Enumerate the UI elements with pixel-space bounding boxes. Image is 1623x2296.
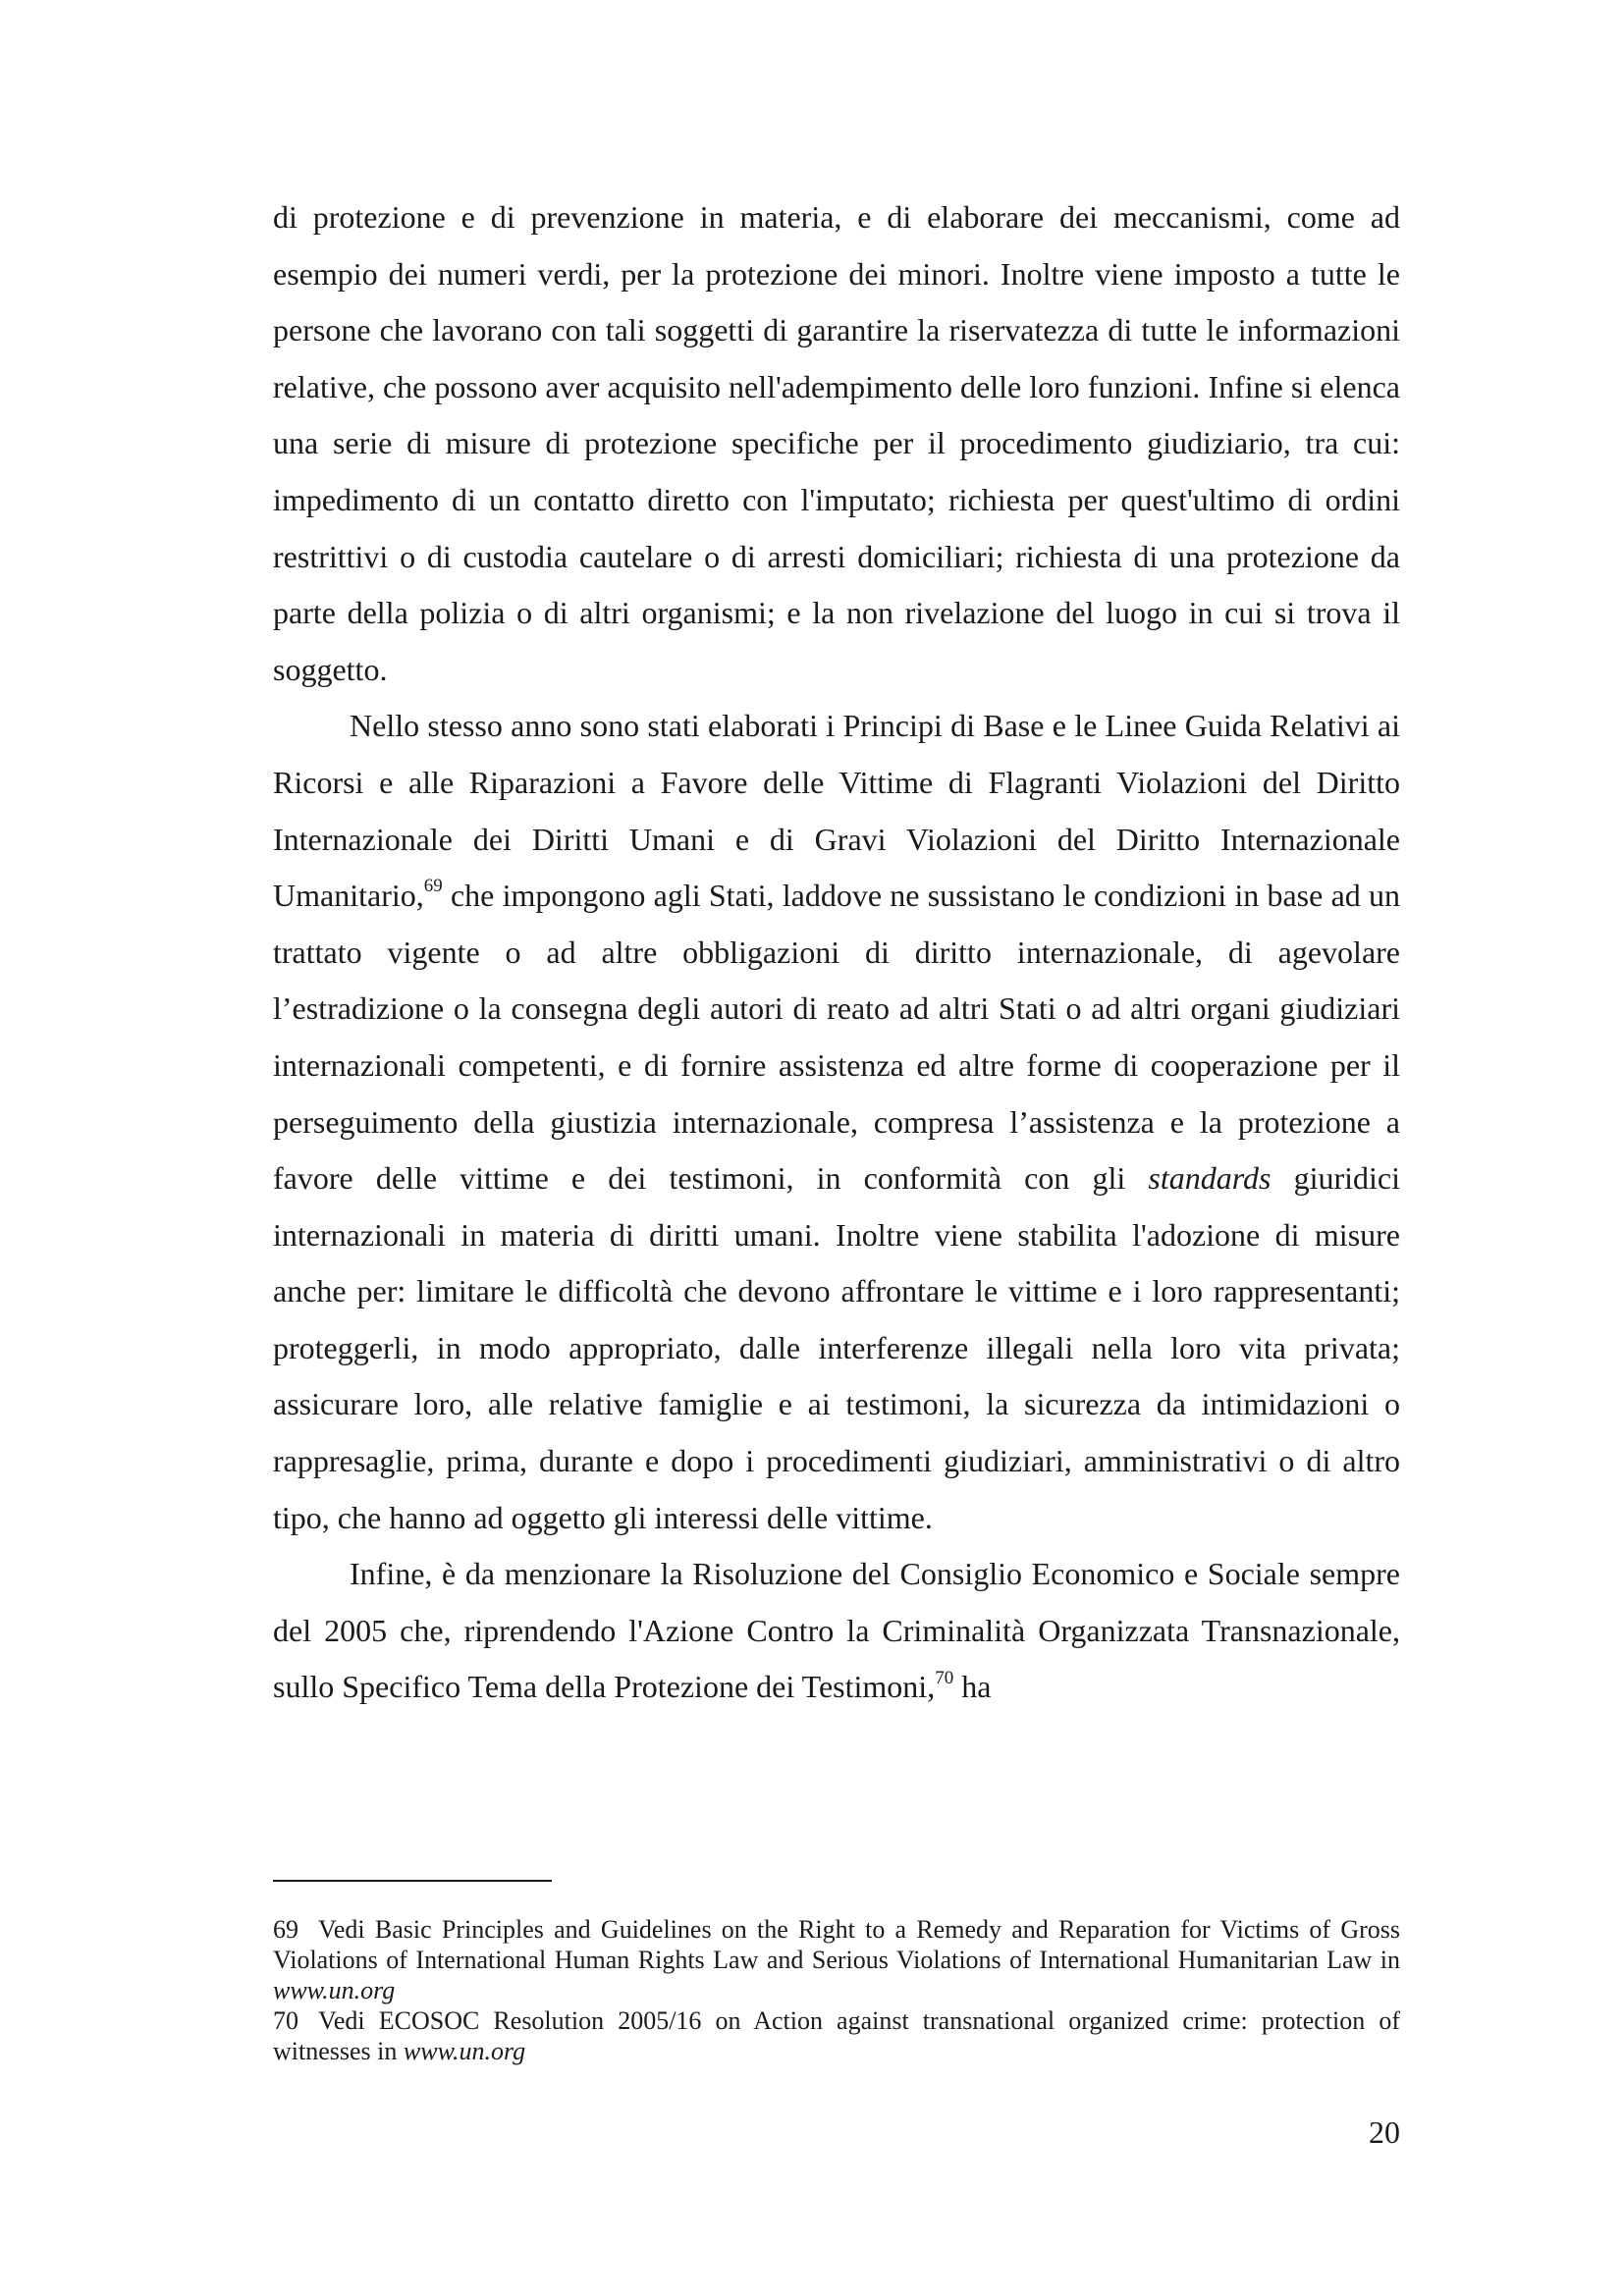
footnote-ref-69[interactable]: 69 [423, 876, 443, 897]
body-text [273, 189, 1400, 1716]
footnote-number: 70 [273, 2006, 298, 2035]
paragraph-2 [273, 698, 1400, 1546]
footnote-text: Vedi Basic Principles and Guidelines on the Right to a Remedy and Reparation for Victims of Gross Violations of International Human Rights Law and Serious Violations of International Humanitarian Law in [273, 1915, 1400, 1974]
paragraph-1 [273, 189, 1400, 698]
page-number: 20 [1369, 2114, 1400, 2150]
paragraph-1-text: di protezione e di prevenzione in materia, e di elaborare dei meccanismi, come ad esempio dei numeri verdi, per la protezione dei minori. Inoltre viene imposto a tutte le persone che lavorano con tali soggetti di garantire la riservatezza di tutte le informazioni relative, che possono aver acquisito nell'adempimento delle loro funzioni. Infine si elenca una serie di misure di protezione specifiche per il procedimento giudiziario, tra cui: impedimento di un contatto diretto con l'imputato; richiesta per quest'ultimo di ordini restrittivi o di custodia cautelare o di arresti domiciliari; richiesta di una protezione da parte della polizia o di altri organismi; e la non rivelazione del luogo in cui si trova il soggetto. [273, 199, 1400, 687]
paragraph-2-text-b: che impongono agli Stati, laddove ne sussistano le condizioni in base ad un trattato vigente o ad altre obbligazioni di diritto internazionale, di agevolare l’estradizione o la consegna degli autori di reato ad altri Stati o ad altri organi giudiziari internazionali competenti, e di fornire assistenza ed altre forme di cooperazione per il perseguimento della giustizia internazionale, compresa l’assistenza e la protezione a favore delle vittime e dei testimoni, in conformità con gli [273, 878, 1400, 1197]
footnote-link[interactable]: www.un.org [273, 1976, 396, 2004]
footnote-number: 69 [273, 1915, 298, 1944]
paragraph-3-text-b: ha [953, 1669, 992, 1705]
paragraph-2-text-c: giuridici internazionali in materia di diritti umani. Inoltre viene stabilita l'adozione di misure anche per: limitare le difficoltà che devono affrontare le vittime e i loro rappresentanti; proteggerli, in modo appropriato, dalle interferenze illegali nella loro vita privata; assicurare loro, alle relative famiglie e ai testimoni, la sicurezza da intimidazioni o rappresaglie, prima, durante e dopo i procedimenti giudiziari, amministrativi o di altro tipo, che hanno ad oggetto gli interessi delle vittime. [273, 1160, 1401, 1535]
footnote-link[interactable]: www.un.org [403, 2037, 526, 2065]
footnotes [273, 1914, 1400, 2066]
paragraph-2-text-a: Nello stesso anno sono stati elaborati i Principi di Base e le Linee Guida Relativi ai Ricorsi e alle Riparazioni a Favore delle Vittime di Flagranti Violazioni del Diritto Internazionale dei Diritti Umani e di Gravi Violazioni del Diritto Internazionale Umanitario, [273, 708, 1400, 914]
paragraph-2-italic-term: standards [1148, 1160, 1271, 1197]
footnote-70 [273, 2005, 1400, 2066]
footnote-separator [273, 1880, 552, 1882]
footnote-ref-70[interactable]: 70 [935, 1667, 954, 1688]
footnote-text: Vedi ECOSOC Resolution 2005/16 on Action against transnational organized crime: protection of witnesses in [273, 2006, 1400, 2065]
paragraph-3-text-a: Infine, è da menzionare la Risoluzione del Consiglio Economico e Sociale sempre del 2005 che, riprendendo l'Azione Contro la Criminalità Organizzata Transnazionale, sullo Specifico Tema della Protezione dei Testimoni, [273, 1556, 1400, 1705]
footnote-69 [273, 1914, 1400, 2005]
paragraph-3 [273, 1546, 1400, 1716]
